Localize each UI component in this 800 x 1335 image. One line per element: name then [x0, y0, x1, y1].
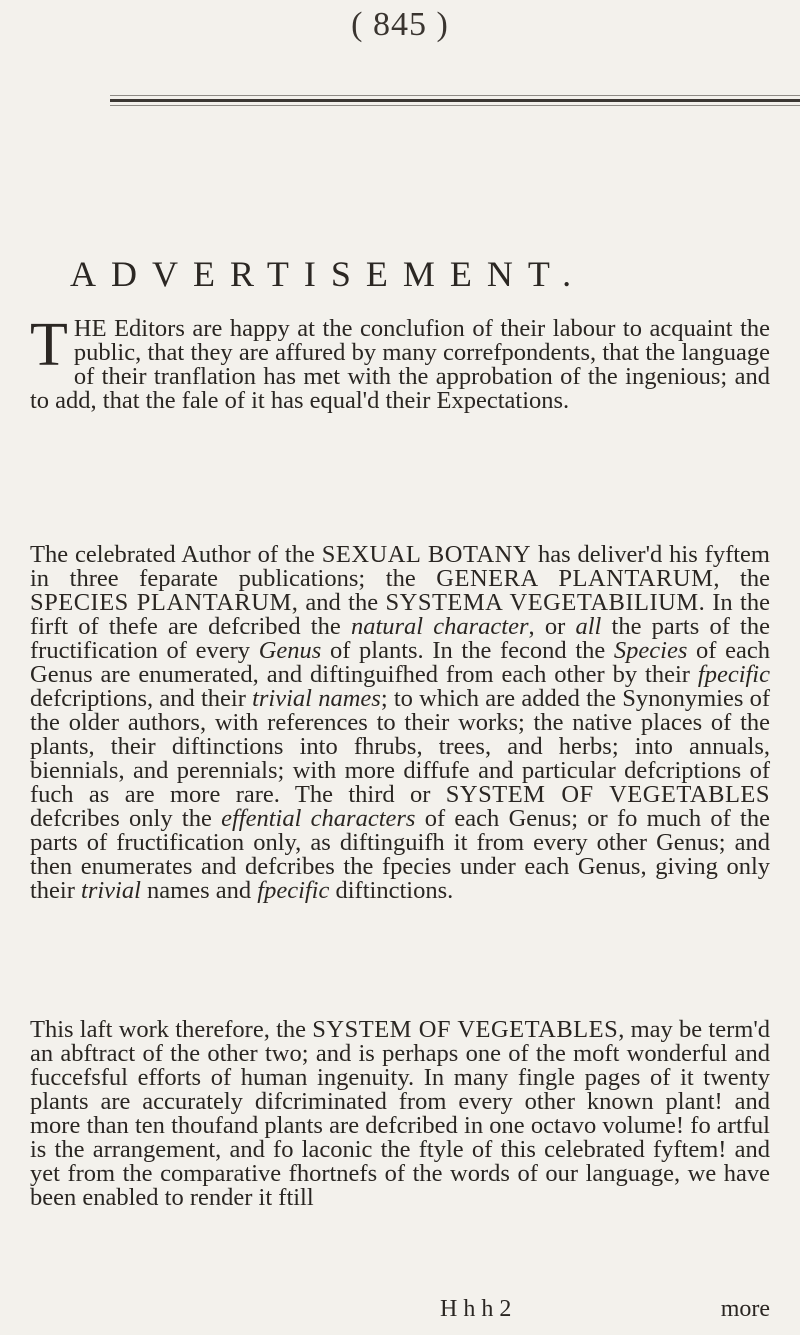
advertisement-heading: ADVERTISEMENT. [70, 254, 587, 294]
text-run: , the [713, 565, 770, 592]
italic-term: Species [613, 637, 688, 664]
text-run: diftinctions. [329, 877, 454, 904]
text-run: of each Genus are enumerated, and diftinguifhed from each other by their [30, 637, 770, 688]
paragraph-author-publications [30, 543, 770, 903]
text-run: names and [140, 877, 258, 904]
title-system-of-vegetables: SYSTEM OF VEGETABLES [312, 1016, 619, 1043]
signature-mark: H h h 2 [440, 1296, 512, 1322]
text-run: , may be term'd an abftract of the other two; and is perhaps one of the moft wonderful and fuccefsful efforts of human ingenuity. In many fingle pages of it twenty plants are accurately difcriminated from every other known plant! and more than ten thoufand plants are defcribed in one octavo volume! fo artful is the arrangement, and fo laconic the ftyle of this celebrated fyftem! and yet from the comparative fhortnefs of the words of our language, we have been enabled to render it ftill [30, 1016, 770, 1211]
text-run: , and the [291, 589, 386, 616]
text-run: This laft work therefore, the [30, 1016, 313, 1043]
title-systema-vegetabilium: SYSTEMA VEGETABILIUM [385, 589, 699, 616]
text-run: of plants. In the fecond the [321, 637, 614, 664]
italic-term: Genus [258, 637, 322, 664]
text-run: the parts of the fructification of every [30, 613, 770, 664]
page-number: ( 845 ) [351, 6, 449, 43]
italic-term: trivial names [252, 685, 381, 712]
text-run: defcribes only the [30, 805, 222, 832]
title-genera-plantarum: GENERA PLANTARUM [436, 565, 714, 592]
text-run: . In the firft of thefe are defcribed the [30, 589, 770, 640]
italic-term: fpecific [697, 661, 770, 688]
title-system-of-vegetables: SYSTEM OF VEGETABLES [445, 781, 770, 808]
text-run: ; to which are added the Synonymies of the older authors, with references to their works; the native places of the plants, their diftinctions into fhrubs, trees, and herbs; into annuals, biennials, and perennials; with more diffufe and particular defcriptions of fuch as are more rare. The third or [30, 685, 770, 808]
title-species-plantarum: SPECIES PLANTARUM [30, 589, 292, 616]
text-run: The celebrated Author of the [30, 541, 322, 568]
ornamental-rule [110, 95, 800, 109]
italic-term: natural character [350, 613, 529, 640]
italic-term: fpecific [257, 877, 330, 904]
catchword: more [720, 1296, 770, 1322]
title-sexual-botany: SEXUAL BOTANY [321, 541, 532, 568]
paragraph-editors-notice [30, 311, 770, 414]
italic-term: all [575, 613, 602, 640]
italic-term: effential characters [221, 805, 416, 832]
text-run: , or [528, 613, 576, 640]
paragraph-system-of-vegetables [30, 1018, 770, 1210]
text-run: of each Genus; or fo much of the parts of fructification only, as diftinguifh it from every other Genus; and then enumerates and defcribes the fpecies under each Genus, giving only their [30, 805, 770, 904]
drop-cap: T [30, 311, 68, 379]
text-run: defcriptions, and their [30, 685, 253, 712]
text-run: has deliver'd his fyftem in three feparate publications; the [30, 541, 770, 592]
italic-term: trivial [81, 877, 141, 904]
paragraph-text: HE Editors are happy at the conclufion of their labour to acquaint the public, that they are affured by many correfpondents, that the language of their tranflation has met with the approbation of the ingenious; and to add, that the fale of it has equal'd their Expectations. [30, 315, 770, 414]
